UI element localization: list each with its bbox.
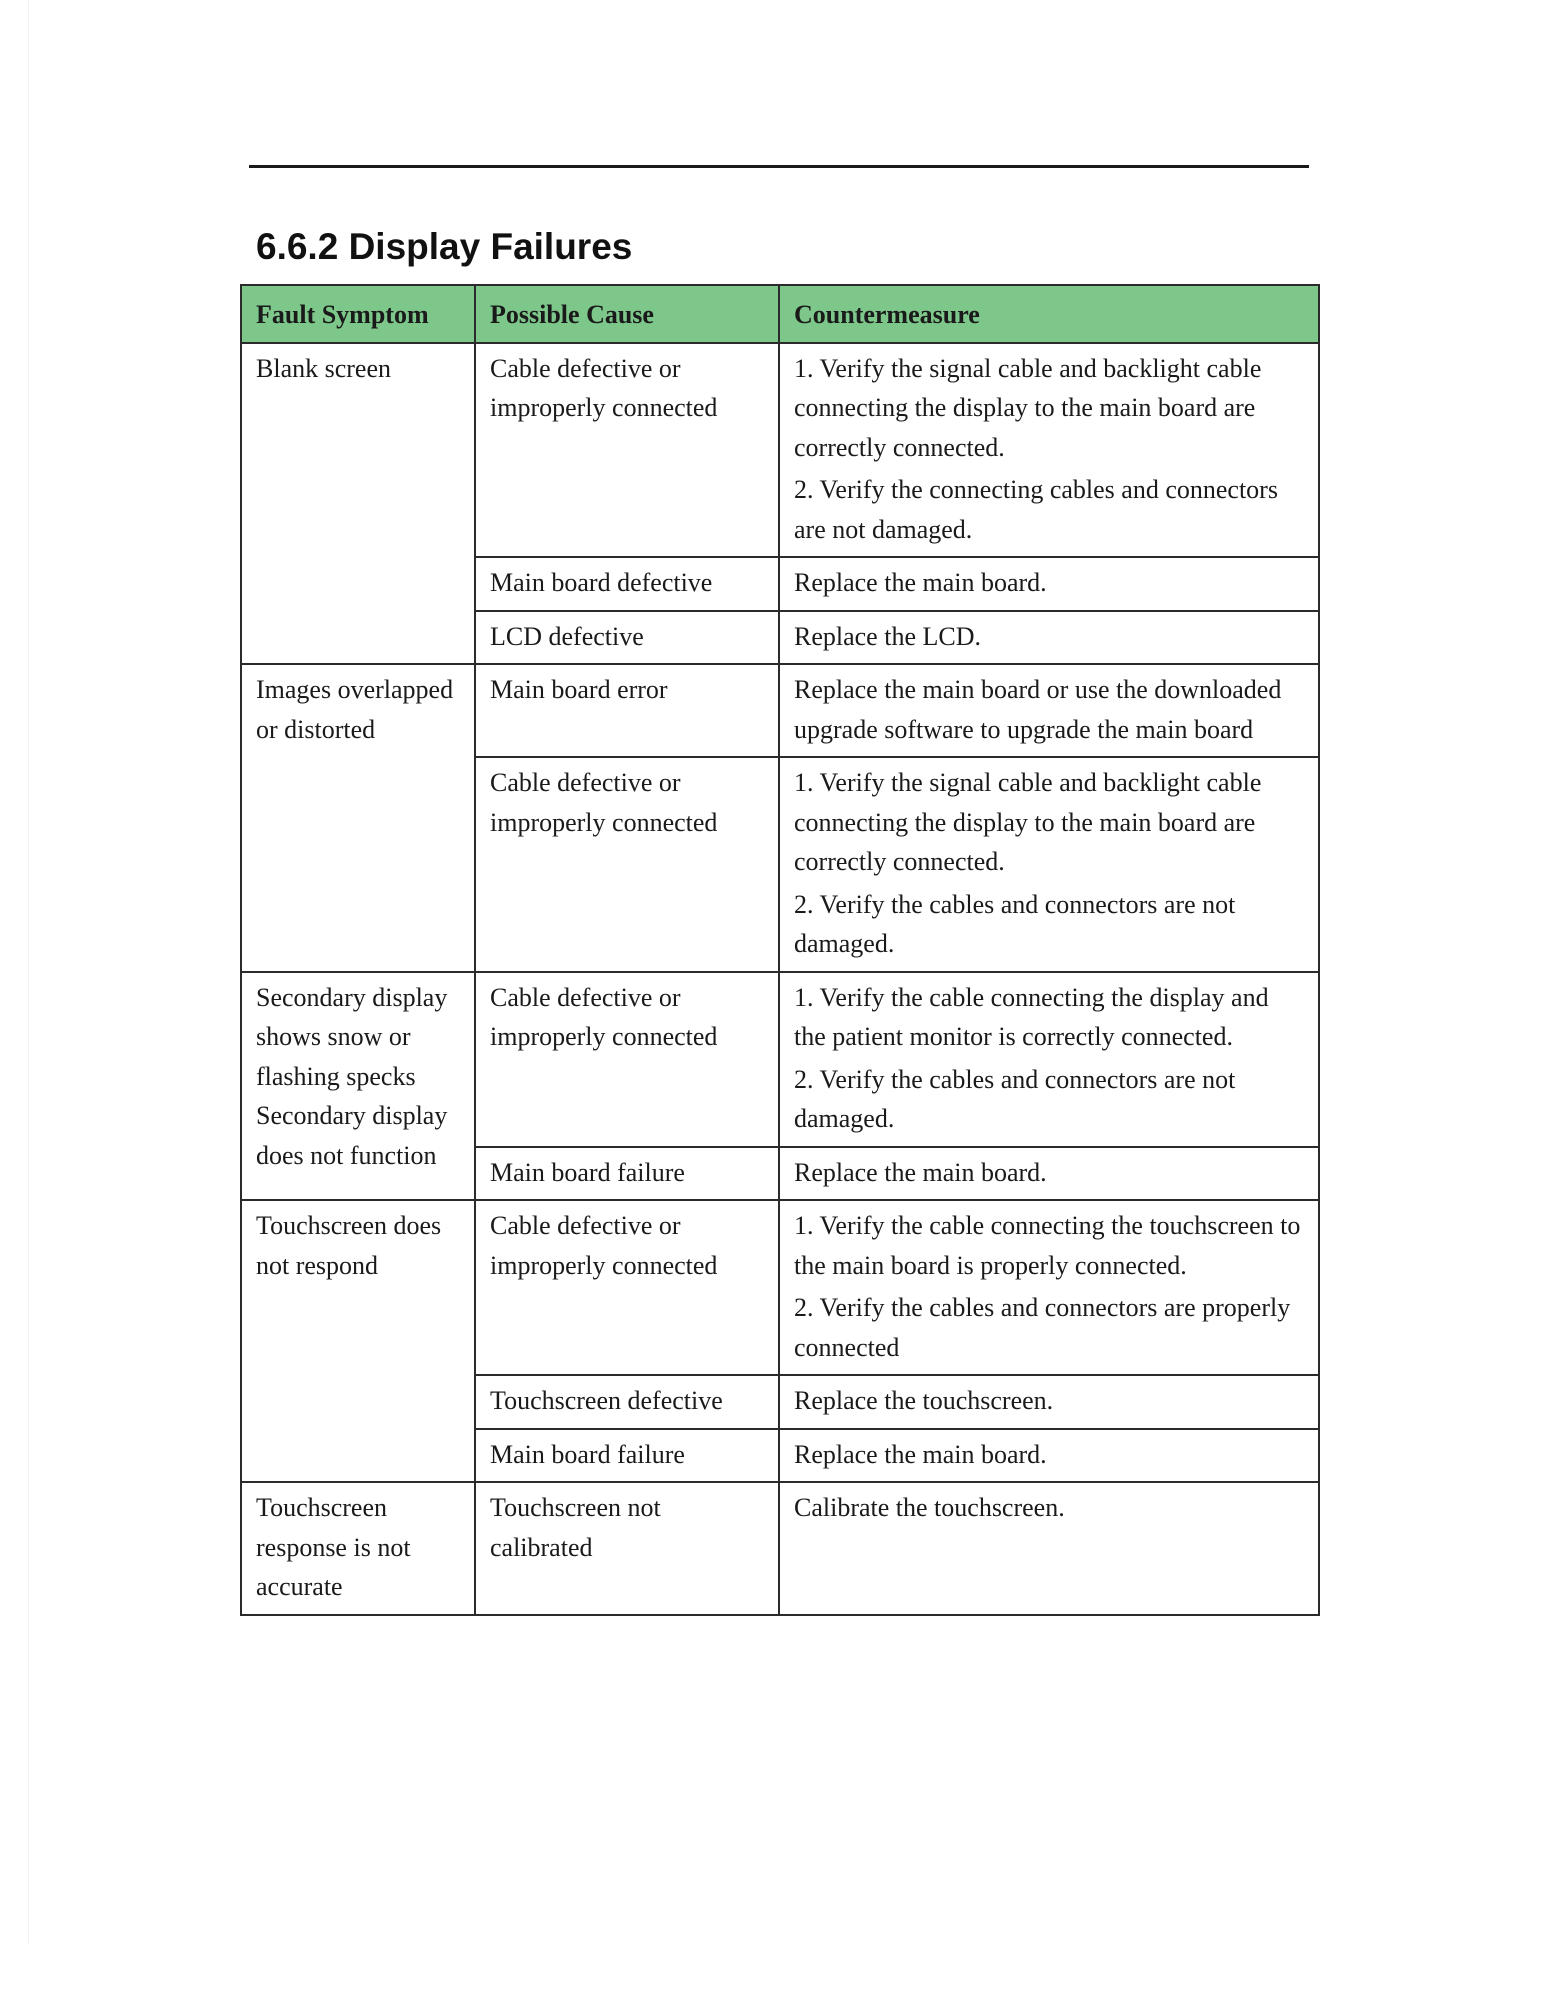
header-rule [249,165,1309,168]
possible-cause-cell: Main board defective [475,557,779,611]
possible-cause-cell: Main board error [475,664,779,757]
countermeasure-step: Calibrate the touchscreen. [794,1493,1065,1522]
countermeasure-cell [779,343,1319,558]
countermeasure-step: Replace the main board or use the downloaded upgrade software to upgrade the main board [794,675,1282,744]
table-row [241,1482,1319,1615]
countermeasure-step: 1. Verify the cable connecting the touchscreen to the main board is properly connected. [794,1211,1301,1280]
countermeasure-step: Replace the main board. [794,568,1047,597]
countermeasure-step: 2. Verify the cables and connectors are not damaged. [794,889,1236,958]
header-possible-cause: Possible Cause [475,285,779,343]
section-title: 6.6.2 Display Failures [256,226,633,267]
possible-cause-cell: Cable defective or improperly connected [475,972,779,1147]
countermeasure-step: 2. Verify the cables and connectors are properly connected [794,1293,1291,1362]
possible-cause-cell: Main board failure [475,1429,779,1483]
possible-cause-cell: Cable defective or improperly connected [475,1200,779,1375]
countermeasure-cell [779,972,1319,1147]
countermeasure-step: 2. Verify the connecting cables and connectors are not damaged. [794,475,1278,544]
countermeasure-cell [779,1429,1319,1483]
possible-cause-cell: Touchscreen defective [475,1375,779,1429]
countermeasure-step: 1. Verify the signal cable and backlight cable connecting the display to the main board are correctly connected. [794,353,1262,462]
display-failures-table [240,284,1320,1616]
countermeasure-step: Replace the touchscreen. [794,1386,1054,1415]
fault-symptom-cell: Blank screen [241,343,475,665]
table-body [241,343,1319,1615]
countermeasure-cell [779,1147,1319,1201]
countermeasure-step: 1. Verify the signal cable and backlight cable connecting the display to the main board are correctly connected. [794,768,1262,876]
countermeasure-cell [779,757,1319,972]
countermeasure-step: Replace the main board. [794,1157,1047,1187]
possible-cause-cell: Touchscreen not calibrated [475,1482,779,1615]
countermeasure-cell [779,1482,1319,1615]
table-row [241,1200,1319,1375]
countermeasure-cell [779,664,1319,757]
page-edge-shadow [28,0,29,1945]
table-row [241,664,1319,757]
countermeasure-step: Replace the main board. [794,1439,1047,1469]
possible-cause-cell: Cable defective or improperly connected [475,757,779,972]
fault-symptom-cell: Touchscreen does not respond [241,1200,475,1482]
table-row [241,343,1319,558]
fault-symptom-cell: Images overlapped or distorted [241,664,475,972]
countermeasure-cell [779,557,1319,611]
fault-symptom-cell: Touchscreen response is not accurate [241,1482,475,1615]
possible-cause-cell: LCD defective [475,611,779,665]
countermeasure-cell [779,1200,1319,1375]
countermeasure-step: 1. Verify the cable connecting the display and the patient monitor is correctly connected. [794,982,1269,1051]
header-countermeasure: Countermeasure [779,285,1319,343]
fault-symptom-cell: Secondary display shows snow or flashing specks Secondary display does not function [241,972,475,1201]
countermeasure-step: 2. Verify the cables and connectors are not damaged. [794,1064,1236,1133]
countermeasure-cell [779,611,1319,665]
header-fault-symptom: Fault Symptom [241,285,475,343]
possible-cause-cell: Main board failure [475,1147,779,1201]
countermeasure-step: Replace the LCD. [794,621,981,651]
table-row [241,972,1319,1147]
possible-cause-cell: Cable defective or improperly connected [475,343,779,558]
table-header-row [241,285,1319,343]
countermeasure-cell [779,1375,1319,1429]
